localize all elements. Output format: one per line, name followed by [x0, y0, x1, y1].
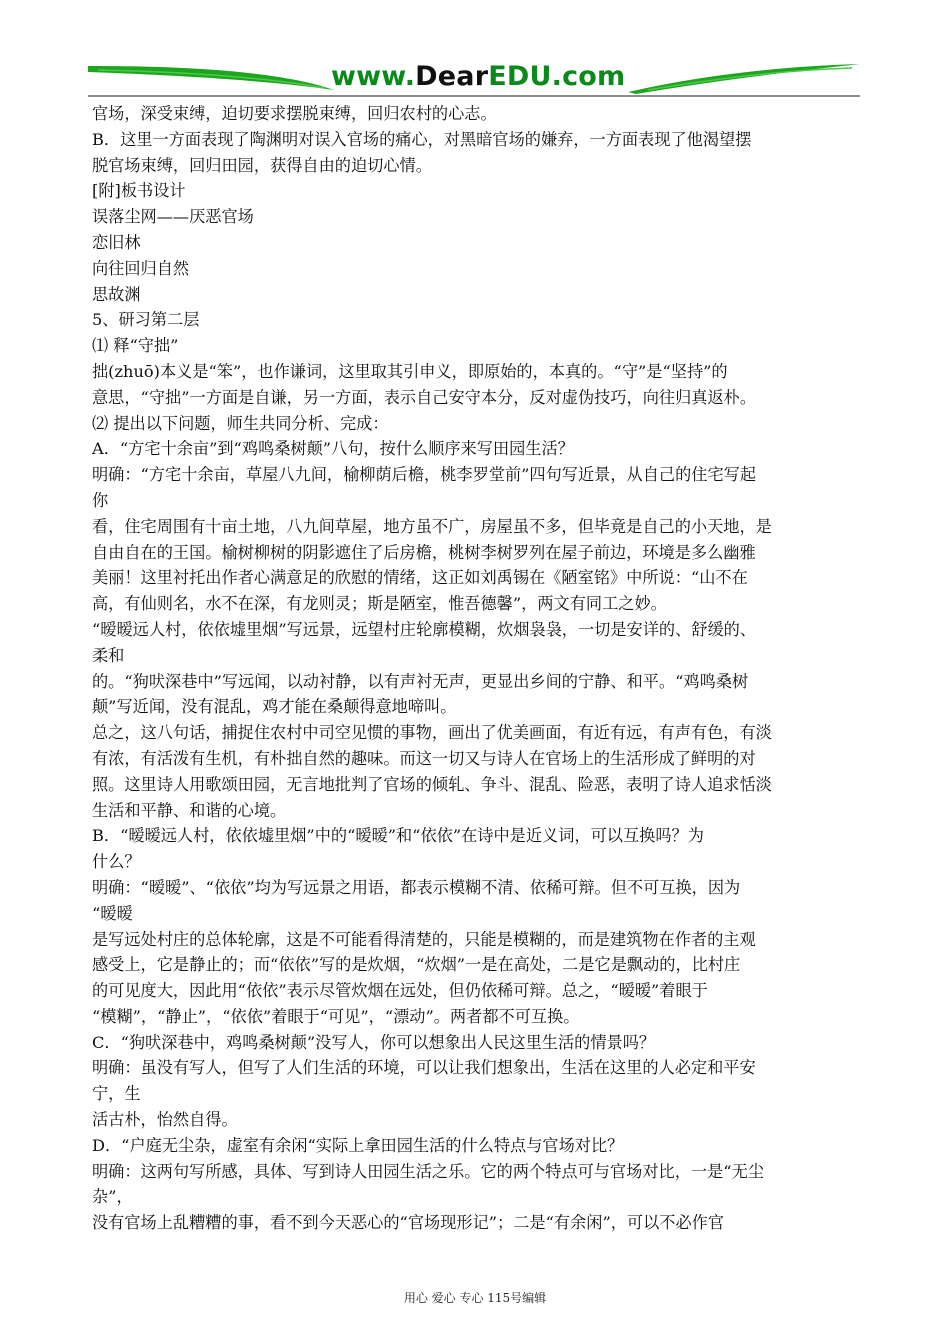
- text-line: 宁，生: [92, 1084, 141, 1104]
- text-line: A．“方宅十余亩”到“鸡鸣桑树颠”八句，按什么顺序来写田园生活？: [92, 439, 574, 459]
- text-line: 拙(zhuō)本义是“笨”，也作谦词，这里取其引申义，即原始的，本真的。“守”是“坚持”的: [92, 361, 728, 381]
- text-line: 自由自在的王国。榆树柳树的阴影遮住了后房檐，桃树李树罗列在屋子前边，环境是多么幽雅: [92, 542, 756, 562]
- text-line: 的。“狗吠深巷中”写远闻，以动衬静，以有声衬无声，更显出乡间的宁静、和平。“鸡鸣桑树: [92, 671, 749, 691]
- text-line: 恋旧林: [92, 232, 141, 252]
- text-line: “暧暧远人村，依依墟里烟”写远景，远望村庄轮廓模糊，炊烟袅袅，一切是安详的、舒缓的、: [92, 619, 757, 639]
- text-line: 杂”，: [92, 1187, 133, 1207]
- text-line: 官场，深受束缚，迫切要求摆脱束缚，回归农村的心志。: [92, 104, 497, 123]
- text-line: C．“狗吠深巷中，鸡鸣桑树颠”没写人，你可以想象出人民这里生活的情景吗？: [92, 1032, 656, 1052]
- text-line: 脱官场束缚，回归田园，获得自由的迫切心情。: [92, 155, 432, 175]
- left-swoosh-stroke: [88, 66, 334, 90]
- site-header-banner: [88, 56, 860, 100]
- text-line: 有浓，有活泼有生机，有朴拙自然的趣味。而这一切又与诗人在官场上的生活形成了鲜明的对: [92, 748, 756, 768]
- text-line: 明确：“方宅十余亩，草屋八九间，榆柳荫后檐，桃李罗堂前”四句写近景，从自己的住宅写起: [92, 465, 757, 485]
- text-line: 明确：“暧暧”、“依依”均为写远景之用语，都表示模糊不清、依稀可辩。但不可互换，因为: [92, 877, 741, 897]
- text-line: 看，住宅周围有十亩土地，八九间草屋，地方虽不广，房屋虽不多，但毕竟是自己的小天地，是: [92, 516, 772, 536]
- text-line: “暧暧: [92, 903, 133, 923]
- text-line: 5、研习第二层: [92, 310, 200, 330]
- text-line: 你: [92, 490, 109, 510]
- text-line: B．这里一方面表现了陶渊明对误入官场的痛心，对黑暗官场的嫌弃，一方面表现了他渴望摆: [92, 129, 752, 149]
- text-line: 的可见度大，因此用“依依”表示尽管炊烟在远处，但仍依稀可辩。总之，“暧暧”着眼于: [92, 981, 708, 1001]
- document-body: [92, 101, 862, 1236]
- logo-dear: Dear: [415, 61, 489, 92]
- text-line: B．“暧暧远人村，依依墟里烟”中的“暧暧”和“依依”在诗中是近义词，可以互换吗？为: [92, 826, 704, 846]
- logo-www: www.: [331, 61, 416, 92]
- text-line: 意思，“守拙”一方面是自谦，另一方面，表示自己安守本分，反对虚伪技巧，向往归真返朴。: [92, 387, 757, 407]
- text-line: ⑵ 提出以下问题，师生共同分析、完成：: [92, 413, 389, 433]
- text-line: 感受上，它是静止的；而“依依”写的是炊烟，“炊烟”一是在高处，二是它是飘动的，比村庄: [92, 955, 741, 975]
- text-line: 没有官场上乱糟糟的事，看不到今天恶心的“官场现形记”；二是“有余闲”，可以不必作官: [92, 1213, 725, 1233]
- logo-edu: EDU.com: [488, 61, 626, 92]
- text-line: 什么？: [92, 852, 141, 872]
- text-line: 明确：这两句写所感，具体、写到诗人田园生活之乐。它的两个特点可与官场对比，一是“无尘: [92, 1161, 764, 1181]
- text-line: 活古朴，怡然自得。: [92, 1110, 238, 1130]
- text-line: 明确：虽没有写人，但写了人们生活的环境，可以让我们想象出，生活在这里的人必定和平安: [92, 1058, 756, 1078]
- text-line: “模糊”，“静止”，“依依”着眼于“可见”，“漂动”。两者都不可互换。: [92, 1006, 580, 1026]
- text-line: [附]板书设计: [92, 181, 186, 201]
- text-line: ⑴ 释“守拙”: [92, 336, 179, 356]
- text-line: 柔和: [92, 645, 125, 665]
- page-footer: 用心 爱心 专心 115号编辑: [403, 1291, 547, 1305]
- text-line: D．“户庭无尘杂，虚室有余闲“实际上拿田园生活的什么特点与官场对比？: [92, 1135, 624, 1155]
- text-line: 颠”写近闻，没有混乱，鸡才能在桑颠得意地啼叫。: [92, 697, 457, 717]
- text-line: 总之，这八句话，捕捉住农村中司空见惯的事物，画出了优美画面，有近有远，有声有色，有淡: [92, 723, 772, 743]
- text-line: 向往回归自然: [92, 258, 190, 278]
- text-line: 照。这里诗人用歌颂田园，无言地批判了官场的倾轧、争斗、混乱、险恶，表明了诗人追求恬淡: [92, 774, 772, 794]
- site-logo: [331, 61, 625, 92]
- text-line: 美丽！这里衬托出作者心满意足的欣慰的情绪，这正如刘禹锡在《陋室铭》中所说：“山不在: [92, 568, 748, 588]
- text-line: 误落尘网——厌恶官场: [92, 207, 254, 227]
- text-line: 思故渊: [92, 284, 141, 304]
- text-line: 生活和平静、和谐的心境。: [92, 800, 287, 820]
- text-line: 高，有仙则名，水不在深，有龙则灵；斯是陋室，惟吾德馨”，两文有同工之妙。: [92, 594, 667, 614]
- text-line: 是写远处村庄的总体轮廓，这是不可能看得清楚的，只能是模糊的，而是建筑物在作者的主观: [92, 929, 756, 949]
